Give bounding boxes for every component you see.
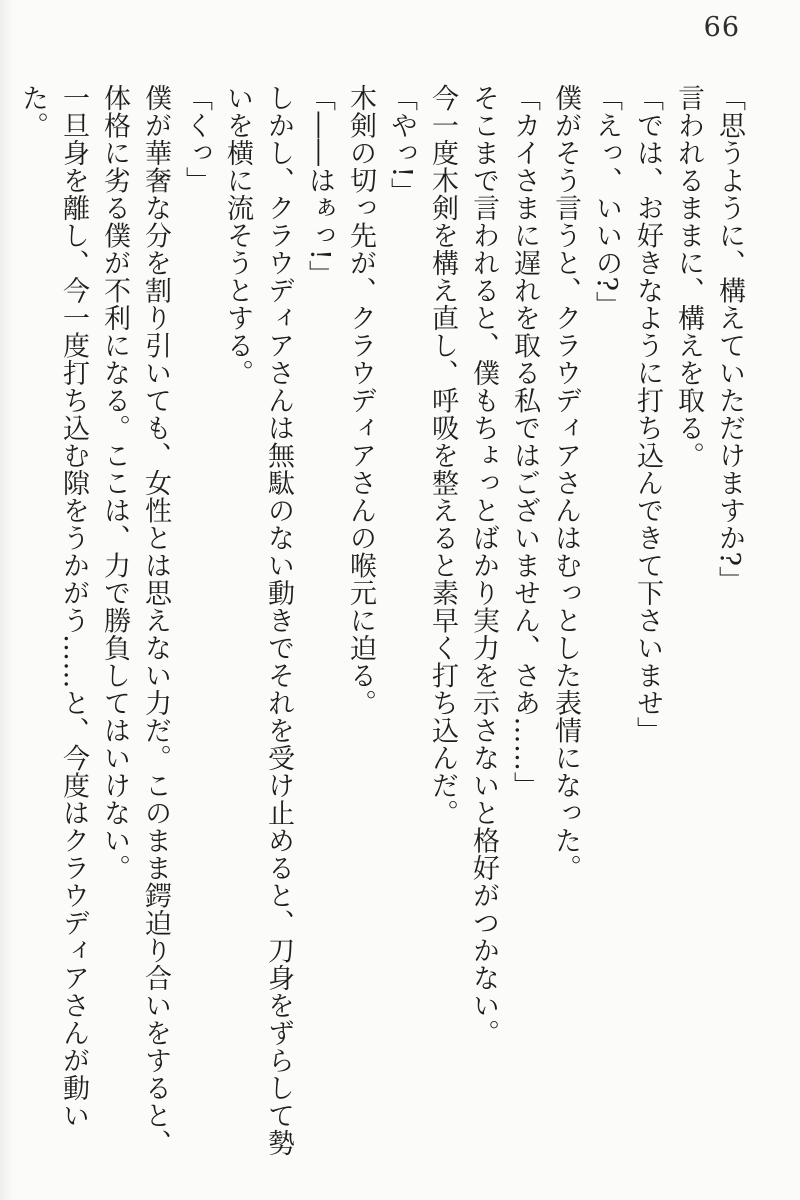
page-number: 66 (703, 12, 740, 43)
paragraph: 「えっ、いいの?」 (591, 84, 622, 319)
paragraph: しかし、クラウディアさんは無駄のない動きでそれを受け止めると、刀身をずらして勢いを横に流そうとする。 (222, 84, 294, 1157)
paragraph: 「カイさまに遅れを取る私ではございません、さあ……」 (509, 84, 540, 799)
paragraph: 言われるままに、構えを取る。 (673, 84, 704, 469)
paragraph: 「――はぁっ!」 (304, 84, 335, 288)
paragraph: そこまで言われると、僕もちょっとばかり実力を示さないと格好がつかない。 (468, 84, 499, 1047)
paragraph: 「くっ」 (181, 84, 212, 194)
paragraph: 「では、お好きなように打ち込んできて下さいませ」 (632, 84, 663, 744)
paragraph: 「思うように、構えていただけますか?」 (714, 84, 745, 594)
paragraph: 僕が華奢な分を割り引いても、女性とは思えない力だ。このまま鍔迫り合いをすると、体格に劣る僕が不利になる。ここは、力で勝負してはいけない。 (99, 84, 171, 1157)
paragraph: 木剣の切っ先が、クラウディアさんの喉元に迫る。 (345, 84, 376, 717)
paragraph: 一旦身を離し、今一度打ち込む隙をうかがう……と、今度はクラウディアさんが動いた。 (17, 84, 89, 1129)
paragraph: 今一度木剣を構え直し、呼吸を整えると素早く打ち込んだ。 (427, 84, 458, 827)
page-text (12, 84, 750, 1178)
paragraph: 僕がそう言うと、クラウディアさんはむっとした表情になった。 (550, 84, 581, 882)
paragraph: 「やっ!」 (386, 84, 417, 206)
